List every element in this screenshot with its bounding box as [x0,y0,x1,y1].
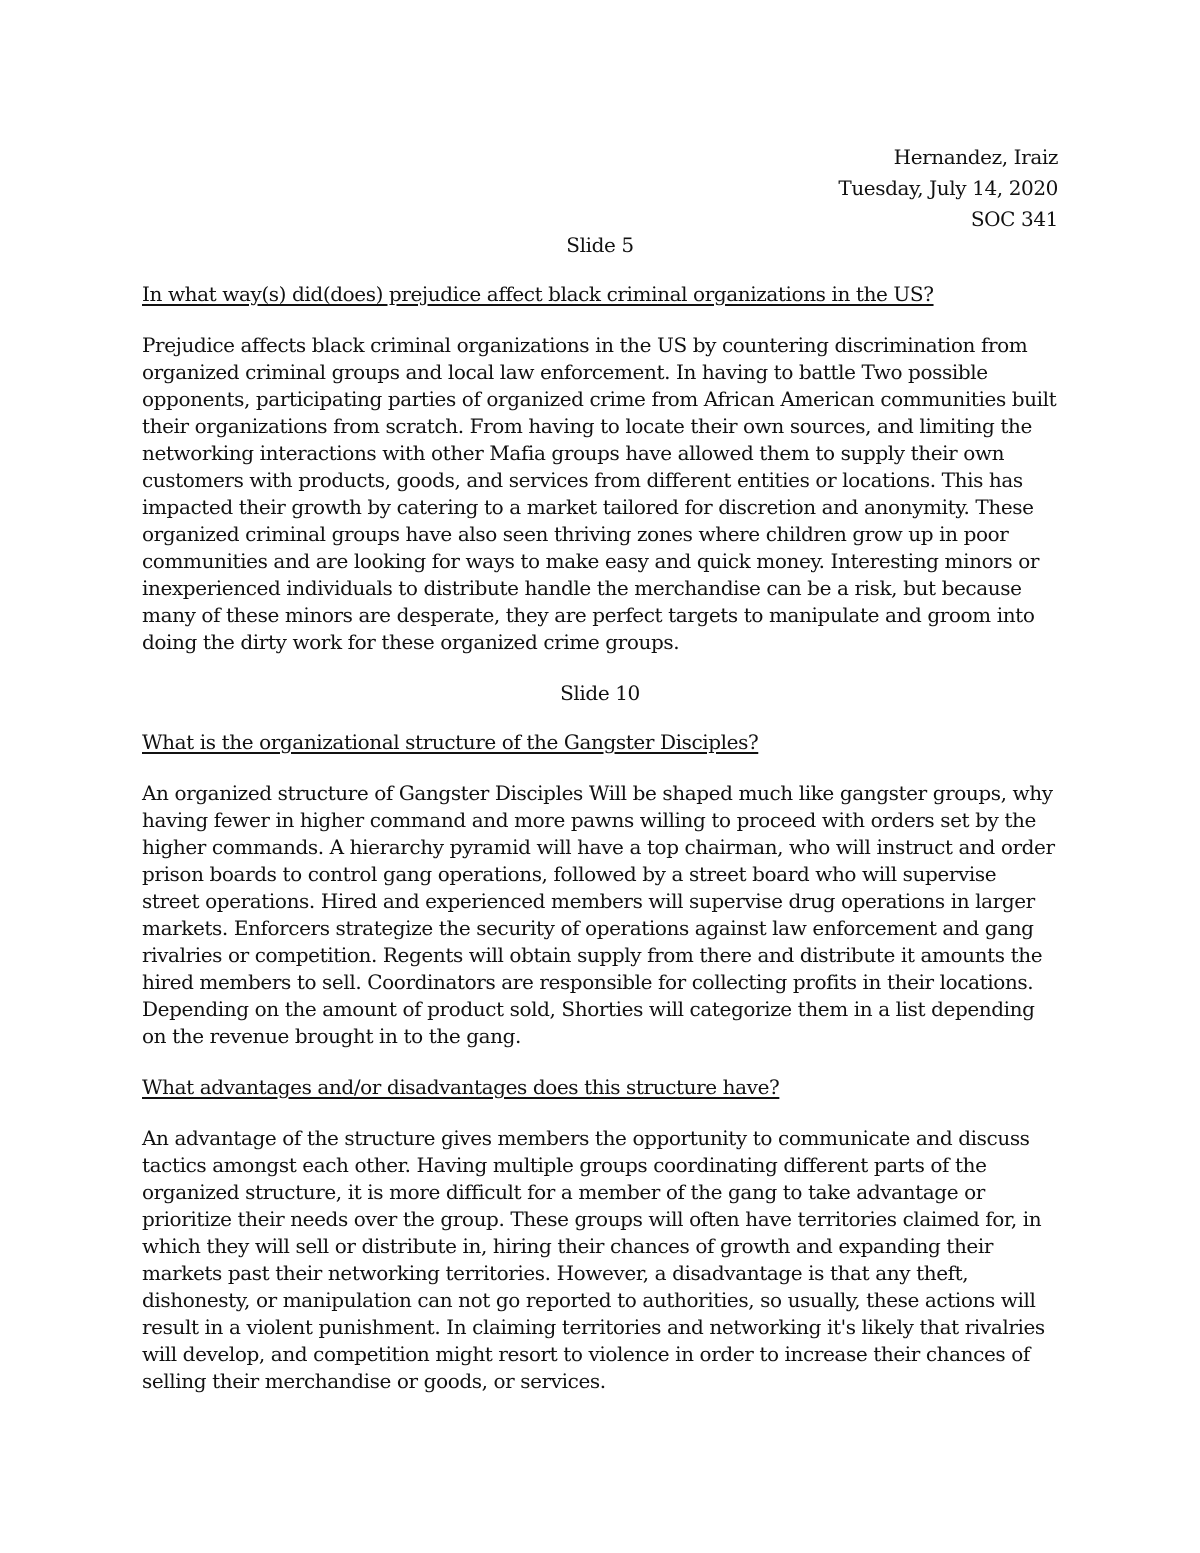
slide-10-answer-2: An advantage of the structure gives members the opportunity to communicate and discuss tactics amongst each other. Having multiple groups coordinating different parts of the organized structure, it is more difficult for a member of the gang to take advantage or prioritize their needs over the group. These groups will often have territories claimed for, in which they will sell or distribute in, hiring their chances of growth and expanding their markets past their networking territories. However, a disadvantage is that any theft, dishonesty, or manipulation can not go reported to authorities, so usually, these actions will result in a violent punishment. In claiming territories and networking it's likely that rivalries will develop, and competition might resort to violence in order to increase their chances of selling their merchandise or goods, or services. [142,1126,1045,1393]
slide-10-answer-1: An organized structure of Gangster Disciples Will be shaped much like gangster groups, why having fewer in higher command and more pawns willing to proceed with orders set by the higher commands. A hierarchy pyramid will have a top chairman, who will instruct and order prison boards to control gang operations, followed by a street board who will supervise street operations. Hired and experienced members will supervise drug operations in larger markets. Enforcers strategize the security of operations against law enforcement and gang rivalries or competition. Regents will obtain supply from there and distribute it amounts the hired members to sell. Coordinators are responsible for collecting profits in their locations. Depending on the amount of product sold, Shorties will categorize them in a list depending on the revenue brought in to the gang. [142,781,1055,1048]
document-body [142,142,1058,1395]
spacer [142,656,1058,680]
slide-10-question-1: What is the organizational structure of the Gangster Disciples? [142,730,759,754]
author-name: Hernandez, Iraiz [893,145,1058,169]
slide-5-answer: Prejudice affects black criminal organizations in the US by countering discrimination from organized criminal groups and local law enforcement. In having to battle Two possible opponents, participating parties of organized crime from African American communities built their organizations from scratch. From having to locate their own sources, and limiting the networking interactions with other Mafia groups have allowed them to supply their own customers with products, goods, and services from different entities or locations. This has impacted their growth by catering to a market tailored for discretion and anonymity. These organized criminal groups have also seen thriving zones where children grow up in poor communities and are looking for ways to make easy and quick money. Interesting minors or inexperienced individuals to distribute handle the merchandise can be a risk, but because many of these minors are desperate, they are perfect targets to manipulate and groom into doing the dirty work for these organized crime groups. [142,333,1057,654]
spacer [142,308,1058,332]
spacer [142,756,1058,780]
document-date: Tuesday, July 14, 2020 [838,176,1058,200]
slide-5-question: In what way(s) did(does) prejudice affect black criminal organizations in the US? [142,282,934,306]
slide-10-question-2: What advantages and/or disadvantages does this structure have? [142,1075,780,1099]
slide-5-title: Slide 5 [566,233,634,257]
spacer [142,707,1058,729]
slide-10-title: Slide 10 [560,681,640,705]
course-code: SOC 341 [970,207,1058,231]
spacer [142,259,1058,281]
spacer [142,1050,1058,1074]
spacer [142,1101,1058,1125]
